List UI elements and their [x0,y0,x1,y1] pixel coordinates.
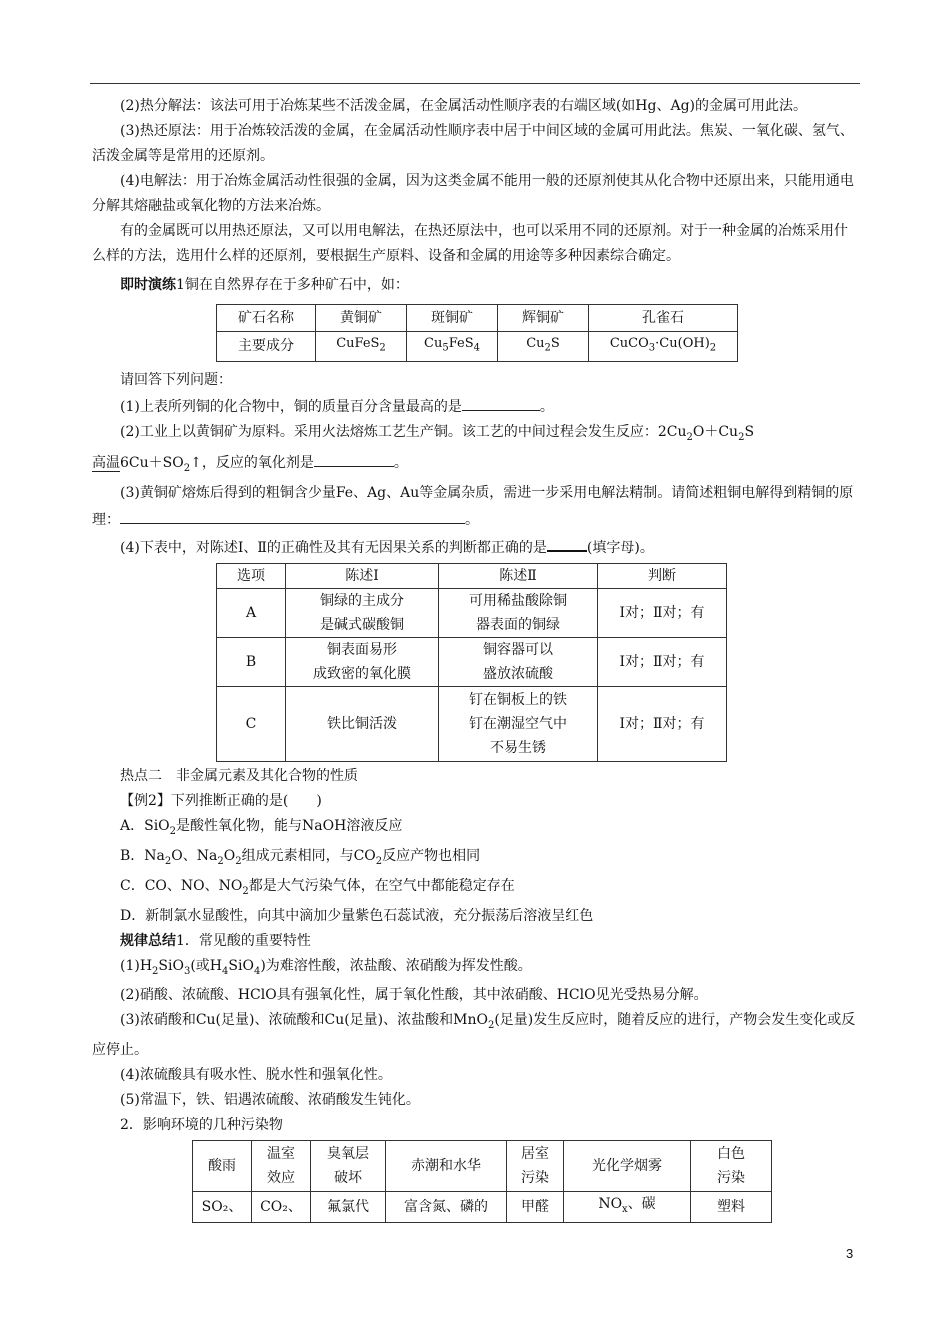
table-header: 陈述Ⅱ [439,564,598,589]
question-2-cont: 高温$6Cu+SO_2↑$，反应的氧化剂是 。 [92,449,860,481]
rule-4: (4)浓硫酸具有吸水性、脱水性和强氧化性。 [120,1067,392,1084]
question-3: (3)黄铜矿熔炼后得到的粗铜含少量Fe、Ag、Au等金属杂质，需进一步采用电解法精制。请简述粗铜电解得到精铜的原理： 。 [92,485,854,529]
exercise-intro: 即时演练1铜在自然界存在于多种矿石中，如： [120,277,409,293]
example-label: 【例2】下列推断正确的是( ) [120,793,322,810]
table-row: A 铜绿的主成分 是碱式碳酸铜 可用稀盐酸除铜 器表面的铜绿 Ⅰ对；Ⅱ对；有 [217,589,727,638]
table-cell: 孔雀石 [589,305,738,332]
exercise-label: 即时演练 [120,277,176,293]
paragraph: (2)热分解法：该法可用于冶炼某些不活泼金属，在金属活动性顺序表的右端区域(如Hg、Ag)的金属可用此法。 [120,98,807,114]
formula-cell: CuFeS$_2$ [316,332,407,362]
ore-table [216,304,738,362]
judgement-table [216,563,727,762]
rule-1: $(1)H_2SiO_3$(或$H_4SiO_4$)为难溶性酸，浓盐酸、浓硝酸为挥发性酸。 [120,957,532,977]
section-title: 热点二 非金属元素及其化合物的性质 [120,768,358,785]
answer-blank[interactable] [314,449,394,467]
table-header: 陈述Ⅰ [286,564,439,589]
rule-5: (5)常温下，铁、铝遇浓硫酸、浓硝酸发生钝化。 [120,1092,420,1109]
page-content [92,94,860,1223]
answer-blank[interactable] [547,533,587,552]
paragraph: (3)热还原法：用于冶炼较活泼的金属，在金属活动性顺序表中居于中间区域的金属可用此法。焦炭、一氧化碳、氢气、活泼金属等是常用的还原剂。 [92,123,854,164]
option-c: C．CO、NO、$NO_2$都是大气污染气体，在空气中都能稳定存在 [120,877,515,897]
header-rule [90,83,860,84]
question-prompt: 请回答下列问题： [120,371,232,388]
table-row: C 铁比铜活泼 钉在铜板上的铁 钉在潮湿空气中 不易生锈 Ⅰ对；Ⅱ对；有 [217,687,727,762]
table-row: B 铜表面易形 成致密的氧化膜 铜容器可以 盛放浓硫酸 Ⅰ对；Ⅱ对；有 [217,638,727,687]
pollution-table: 酸雨 温室 效应 臭氧层 破坏 赤潮和水华 居室 污染 光化学烟雾 白色 污染 SO₂、 CO₂、 氟氯代 富含氮、磷的 甲醛 $NO_x$、碳 塑料 [192,1140,772,1223]
table-cell: 主要成分 [217,332,316,362]
formula-cell: $Cu_5FeS_4$ [407,332,498,362]
question-2: (2)工业上以黄铜矿为原料。采用火法熔炼工艺生产铜。该工艺的中间过程会发生反应：$2Cu_2O+Cu_2S$ [120,423,755,443]
answer-blank[interactable] [120,506,465,524]
rules-subheading: 2．影响环境的几种污染物 [120,1117,283,1134]
table-cell: 黄铜矿 [316,305,407,332]
rules-heading: 规律总结1．常见酸的重要特性 [120,932,311,949]
question-4: (4)下表中，对陈述Ⅰ、Ⅱ的正确性及其有无因果关系的判断都正确的是 (填字母)。 [92,533,860,561]
table-cell: 斑铜矿 [407,305,498,332]
option-d: D．新制氯水显酸性，向其中滴加少量紫色石蕊试液，充分振荡后溶液呈红色 [120,907,594,924]
option-a: A．SiO$_2$是酸性氧化物，能与NaOH溶液反应 [120,818,403,837]
page-number: 3 [846,1246,854,1261]
table-cell: 矿石名称 [217,305,316,332]
question-1: (1)上表所列铜的化合物中，铜的质量百分含量最高的是 。 [92,393,860,420]
reaction-condition: 高温 [92,455,120,472]
paragraph: (4)电解法：用于冶炼金属活动性很强的金属，因为这类金属不能用一般的还原剂使其从化合物中还原出来，只能用通电分解其熔融盐或氧化物的方法来冶炼。 [92,173,854,214]
table-header: 选项 [217,564,286,589]
paragraph: 有的金属既可以用热还原法，又可以用电解法，在热还原法中，也可以采用不同的还原剂。对于一种金属的冶炼采用什么样的方法，选用什么样的还原剂，要根据生产原料、设备和金属的用途等多种因素综合确定。 [92,223,848,264]
answer-blank[interactable] [462,393,540,411]
table-header: 判断 [598,564,727,589]
formula-cell: $Cu_2S$ [498,332,589,362]
rule-2: (2)硝酸、浓硫酸、HClO具有强氧化性，属于氧化性酸，其中浓硝酸、HClO见光受热易分解。 [120,987,708,1004]
option-b: B．$Na_2O$、$Na_2O_2$组成元素相同，与$CO_2$反应产物也相同 [120,847,481,867]
rule-3: (3)浓硝酸和Cu(足量)、浓硫酸和Cu(足量)、浓盐酸和MnO$_2$(足量)发生反应时，随着反应的进行，产物会发生变化或反应停止。 [92,1012,856,1059]
table-cell: 辉铜矿 [498,305,589,332]
formula-cell: $CuCO_3\cdot Cu(OH)_2$ [589,332,738,362]
